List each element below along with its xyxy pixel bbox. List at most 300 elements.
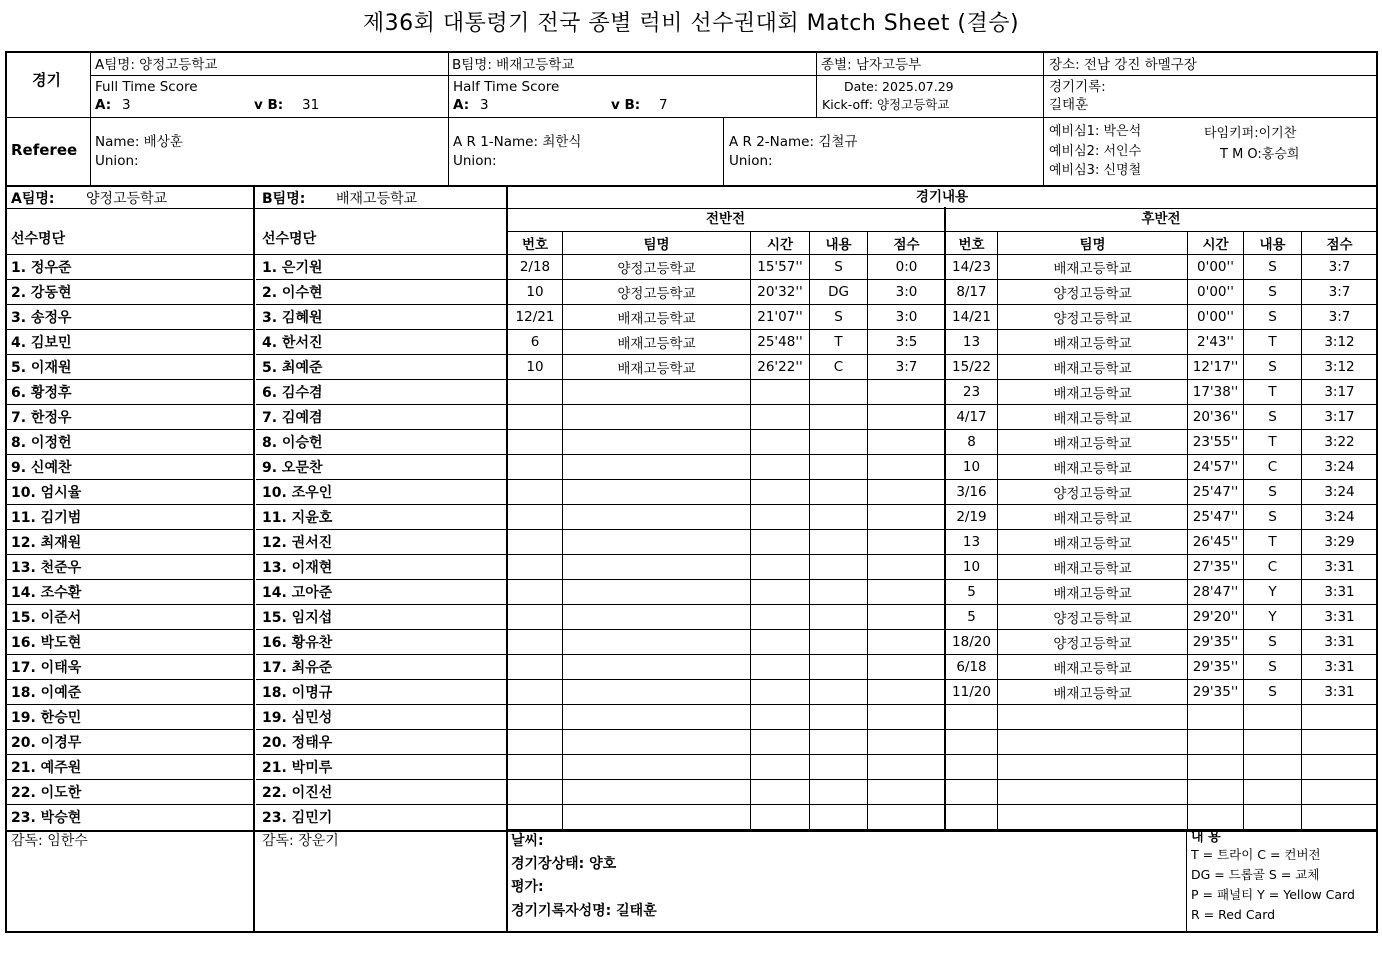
table-row	[946, 430, 1378, 455]
table-cell	[563, 455, 751, 480]
table-row	[946, 380, 1378, 405]
table-cell	[810, 430, 868, 455]
list-item: 9. 오문찬	[262, 460, 323, 476]
b-roster-label: 선수명단	[262, 231, 317, 247]
team-a-name: A팀명: 양정고등학교	[95, 57, 218, 73]
table-cell: 배재고등학교	[998, 580, 1188, 605]
table-cell: 3:24	[1302, 455, 1378, 480]
column-header: 번호	[946, 232, 998, 255]
table-cell	[751, 505, 810, 530]
table-cell: 0:0	[868, 255, 946, 280]
table-cell	[751, 530, 810, 555]
table-cell	[810, 630, 868, 655]
table-cell: 3:0	[868, 305, 946, 330]
table-cell: 6/18	[946, 655, 998, 680]
table-cell	[563, 630, 751, 655]
table-cell: 3:31	[1302, 580, 1378, 605]
list-item: 14. 고아준	[262, 585, 333, 601]
a-team-label: A팀명:	[11, 191, 55, 207]
table-cell	[563, 680, 751, 705]
table-cell	[810, 605, 868, 630]
table-cell: S	[1244, 480, 1302, 505]
legend-line: R = Red Card	[1191, 907, 1276, 922]
table-cell	[868, 780, 946, 805]
table-cell	[868, 480, 946, 505]
table-row	[508, 580, 946, 605]
table-cell	[508, 580, 563, 605]
table-cell: C	[810, 355, 868, 380]
table-cell	[751, 380, 810, 405]
table-cell: 배재고등학교	[563, 355, 751, 380]
table-row	[508, 280, 946, 305]
list-item: 10. 엄시율	[11, 485, 82, 501]
list-item: 4. 한서진	[262, 335, 323, 351]
list-item: 18. 이명규	[262, 685, 333, 701]
table-cell	[563, 805, 751, 830]
first-half-label: 전반전	[705, 211, 746, 227]
division: 종별: 남자고등부	[821, 57, 922, 73]
table-cell	[868, 730, 946, 755]
table-row	[946, 305, 1378, 330]
table-cell: 3:31	[1302, 555, 1378, 580]
table-cell	[810, 805, 868, 830]
table-cell: S	[1244, 655, 1302, 680]
table-row	[508, 505, 946, 530]
table-cell: 2/18	[508, 255, 563, 280]
table-row	[946, 330, 1378, 355]
table-cell	[1188, 780, 1244, 805]
table-row	[946, 605, 1378, 630]
table-cell: 25'47''	[1188, 505, 1244, 530]
table-cell: 배재고등학교	[563, 305, 751, 330]
table-cell: 양정고등학교	[998, 305, 1188, 330]
table-cell	[868, 630, 946, 655]
table-cell	[1244, 780, 1302, 805]
table-cell	[1188, 705, 1244, 730]
list-item: 12. 권서진	[262, 535, 333, 551]
table-cell	[563, 530, 751, 555]
table-cell: 26'22''	[751, 355, 810, 380]
table-cell	[508, 405, 563, 430]
second-half-events-table	[945, 231, 1378, 830]
table-cell: S	[1244, 630, 1302, 655]
full-a-score: 3	[122, 97, 131, 113]
match-label: 경기	[32, 71, 61, 89]
list-item: 1. 정우준	[11, 260, 72, 276]
table-cell: 12'17''	[1188, 355, 1244, 380]
table-cell: 20'36''	[1188, 405, 1244, 430]
table-cell: 배재고등학교	[998, 380, 1188, 405]
table-cell: 8	[946, 430, 998, 455]
table-cell: T	[1244, 430, 1302, 455]
b-team-label: B팀명:	[262, 191, 306, 207]
table-cell	[508, 555, 563, 580]
table-cell	[563, 430, 751, 455]
first-half-events-table	[507, 231, 946, 830]
field-state: 경기장상태: 양호	[511, 856, 617, 872]
table-cell: 5	[946, 580, 998, 605]
table-cell	[868, 680, 946, 705]
table-row	[946, 680, 1378, 705]
column-header: 팀명	[998, 232, 1188, 255]
table-cell	[810, 705, 868, 730]
table-cell	[1188, 755, 1244, 780]
list-item: 15. 이준서	[11, 610, 82, 626]
list-item: 20. 정태우	[262, 735, 333, 751]
table-cell: 10	[508, 280, 563, 305]
list-item: 16. 박도현	[11, 635, 82, 651]
table-cell	[751, 680, 810, 705]
table-cell	[1302, 705, 1378, 730]
recorder-label: 경기기록:	[1049, 79, 1106, 95]
reserve-referee-1: 예비심1: 박은석	[1049, 124, 1142, 139]
table-cell	[751, 730, 810, 755]
referee-union: Union:	[95, 153, 139, 169]
list-item: 19. 심민성	[262, 710, 333, 726]
table-row	[508, 255, 946, 280]
table-cell: 3:31	[1302, 605, 1378, 630]
table-cell	[946, 705, 998, 730]
table-row	[508, 330, 946, 355]
table-cell: Y	[1244, 580, 1302, 605]
table-row	[946, 405, 1378, 430]
evaluation: 평가:	[511, 879, 544, 895]
table-cell	[810, 455, 868, 480]
list-item: 20. 이경무	[11, 735, 82, 751]
table-cell: 3/16	[946, 480, 998, 505]
table-cell	[751, 655, 810, 680]
list-item: 8. 이정헌	[11, 435, 72, 451]
table-cell	[868, 430, 946, 455]
legend-line: DG = 드롭골 S = 교체	[1191, 867, 1320, 882]
table-cell	[508, 530, 563, 555]
table-cell	[563, 580, 751, 605]
table-cell: 3:7	[1302, 280, 1378, 305]
table-row	[508, 630, 946, 655]
table-cell: DG	[810, 280, 868, 305]
table-cell	[810, 580, 868, 605]
table-cell	[508, 630, 563, 655]
table-cell: S	[1244, 405, 1302, 430]
half-time-label: Half Time Score	[453, 79, 560, 95]
table-cell	[508, 755, 563, 780]
recorder-signature: 경기기록자성명: 길태훈	[511, 903, 657, 919]
table-cell: 3:7	[1302, 305, 1378, 330]
table-cell: 29'35''	[1188, 680, 1244, 705]
table-row	[508, 605, 946, 630]
table-cell	[751, 405, 810, 430]
ar2-name: A R 2-Name: 김철규	[729, 134, 858, 150]
list-item: 5. 이재원	[11, 360, 72, 376]
table-cell: S	[1244, 505, 1302, 530]
a-coach: 감독: 임한수	[11, 833, 88, 849]
table-cell	[810, 530, 868, 555]
table-cell: 24'57''	[1188, 455, 1244, 480]
table-cell: S	[810, 305, 868, 330]
table-cell: 18/20	[946, 630, 998, 655]
table-cell: S	[1244, 280, 1302, 305]
table-cell: 23'55''	[1188, 430, 1244, 455]
table-cell: S	[1244, 680, 1302, 705]
table-cell	[751, 580, 810, 605]
table-row	[946, 780, 1378, 805]
table-row	[946, 280, 1378, 305]
list-item: 2. 이수현	[262, 285, 323, 301]
table-cell: 3:12	[1302, 355, 1378, 380]
table-cell	[1188, 730, 1244, 755]
table-cell	[508, 780, 563, 805]
table-cell: 26'45''	[1188, 530, 1244, 555]
legend-line: P = 패널티 Y = Yellow Card	[1191, 887, 1355, 902]
table-cell	[810, 405, 868, 430]
table-cell	[751, 705, 810, 730]
table-cell: 배재고등학교	[563, 330, 751, 355]
table-row	[508, 805, 946, 830]
table-row	[508, 430, 946, 455]
full-b-score: 31	[302, 97, 320, 113]
table-cell: T	[810, 330, 868, 355]
column-header: 번호	[508, 232, 563, 255]
table-row	[946, 355, 1378, 380]
table-row	[508, 455, 946, 480]
table-cell: 배재고등학교	[998, 530, 1188, 555]
list-item: 6. 김수겸	[262, 385, 323, 401]
table-cell	[810, 480, 868, 505]
table-cell: 0'00''	[1188, 280, 1244, 305]
table-cell: 배재고등학교	[998, 680, 1188, 705]
table-cell: 27'35''	[1188, 555, 1244, 580]
table-cell	[810, 730, 868, 755]
table-cell	[508, 655, 563, 680]
venue: 장소: 전남 강진 하멜구장	[1049, 57, 1197, 73]
table-cell	[868, 580, 946, 605]
column-header: 내용	[810, 232, 868, 255]
table-cell	[563, 730, 751, 755]
legend-title: 내 용	[1191, 830, 1221, 845]
table-row	[508, 355, 946, 380]
a-roster-label: 선수명단	[11, 231, 66, 247]
list-item: 10. 조우인	[262, 485, 333, 501]
list-item: 21. 박미루	[262, 760, 333, 776]
table-cell	[868, 755, 946, 780]
table-cell	[1302, 755, 1378, 780]
table-cell: 6	[508, 330, 563, 355]
list-item: 9. 신예찬	[11, 460, 72, 476]
table-row	[946, 630, 1378, 655]
list-item: 22. 이진선	[262, 785, 333, 801]
column-header: 내용	[1244, 232, 1302, 255]
table-row	[946, 455, 1378, 480]
table-row	[508, 405, 946, 430]
table-cell: 29'20''	[1188, 605, 1244, 630]
table-cell: 배재고등학교	[998, 355, 1188, 380]
table-cell: T	[1244, 330, 1302, 355]
table-cell: 10	[946, 555, 998, 580]
team-b-name: B팀명: 배재고등학교	[452, 57, 575, 73]
column-header: 점수	[868, 232, 946, 255]
table-cell: S	[1244, 255, 1302, 280]
table-cell: 5	[946, 605, 998, 630]
table-row	[508, 480, 946, 505]
list-item: 1. 은기원	[262, 260, 323, 276]
list-item: 5. 최예준	[262, 360, 323, 376]
table-cell	[751, 480, 810, 505]
table-cell	[868, 805, 946, 830]
table-cell	[1244, 805, 1302, 830]
table-cell: 23	[946, 380, 998, 405]
page-title: 제36회 대통령기 전국 종별 럭비 선수권대회 Match Sheet (결승)	[362, 11, 1020, 36]
column-header: 시간	[1188, 232, 1244, 255]
table-cell: 25'47''	[1188, 480, 1244, 505]
list-item: 16. 황유찬	[262, 635, 333, 651]
referee-label: Referee	[11, 141, 78, 159]
list-item: 6. 황정후	[11, 385, 72, 401]
events-section-label: 경기내용	[915, 189, 969, 205]
table-row	[508, 705, 946, 730]
a-team-name: 양정고등학교	[86, 191, 168, 207]
table-cell: 양정고등학교	[998, 280, 1188, 305]
table-cell: 배재고등학교	[998, 405, 1188, 430]
table-cell: 10	[508, 355, 563, 380]
list-item: 15. 임지섭	[262, 610, 333, 626]
table-cell: 3:17	[1302, 380, 1378, 405]
table-cell: 배재고등학교	[998, 330, 1188, 355]
table-row	[946, 480, 1378, 505]
recorder-name: 길태훈	[1049, 97, 1089, 113]
table-cell: 배재고등학교	[998, 255, 1188, 280]
table-cell	[868, 405, 946, 430]
table-cell	[810, 655, 868, 680]
table-row	[946, 705, 1378, 730]
table-cell: T	[1244, 530, 1302, 555]
kickoff: Kick-off: 양정고등학교	[822, 97, 950, 112]
table-cell: 3:7	[1302, 255, 1378, 280]
table-cell	[868, 555, 946, 580]
table-cell: 3:12	[1302, 330, 1378, 355]
table-row	[508, 555, 946, 580]
column-header: 시간	[751, 232, 810, 255]
table-row	[508, 730, 946, 755]
table-cell: 3:5	[868, 330, 946, 355]
table-row	[946, 805, 1378, 830]
table-cell: 2'43''	[1188, 330, 1244, 355]
table-cell: 양정고등학교	[563, 280, 751, 305]
table-cell	[751, 755, 810, 780]
half-a-score: 3	[480, 97, 489, 113]
list-item: 7. 김예겸	[262, 410, 323, 426]
list-item: 8. 이승헌	[262, 435, 323, 451]
half-a-label: A:	[453, 97, 470, 113]
table-row	[946, 530, 1378, 555]
table-cell	[563, 505, 751, 530]
table-cell: 29'35''	[1188, 655, 1244, 680]
table-cell: S	[1244, 355, 1302, 380]
table-cell: 28'47''	[1188, 580, 1244, 605]
table-cell: 15'57''	[751, 255, 810, 280]
table-cell	[508, 705, 563, 730]
table-cell	[508, 730, 563, 755]
second-half-label: 후반전	[1141, 211, 1181, 227]
list-item: 21. 예주원	[11, 760, 82, 776]
list-item: 13. 이재현	[262, 560, 333, 576]
table-cell	[1188, 805, 1244, 830]
table-cell: 배재고등학교	[998, 455, 1188, 480]
table-cell: Y	[1244, 605, 1302, 630]
table-cell	[868, 380, 946, 405]
full-b-label: v B:	[254, 97, 284, 113]
table-cell	[508, 380, 563, 405]
list-item: 3. 송정우	[11, 310, 72, 326]
table-cell	[508, 455, 563, 480]
table-cell	[946, 780, 998, 805]
list-item: 17. 최유준	[262, 660, 333, 676]
table-cell	[508, 480, 563, 505]
b-coach: 감독: 장운기	[262, 833, 339, 849]
table-cell: 3:24	[1302, 505, 1378, 530]
table-cell	[563, 480, 751, 505]
table-cell: 배재고등학교	[998, 555, 1188, 580]
table-cell	[868, 705, 946, 730]
table-cell	[1244, 730, 1302, 755]
table-cell	[810, 780, 868, 805]
table-cell	[868, 455, 946, 480]
table-cell: 29'35''	[1188, 630, 1244, 655]
list-item: 11. 지윤호	[262, 510, 333, 526]
table-row	[946, 555, 1378, 580]
list-item: 23. 박승현	[11, 810, 82, 826]
table-cell	[563, 705, 751, 730]
table-cell: 0'00''	[1188, 305, 1244, 330]
table-cell	[751, 455, 810, 480]
ar2-union: Union:	[729, 153, 773, 169]
table-cell: 14/23	[946, 255, 998, 280]
list-item: 4. 김보민	[11, 335, 72, 351]
table-cell	[998, 730, 1188, 755]
table-cell	[1244, 755, 1302, 780]
table-cell: 배재고등학교	[998, 505, 1188, 530]
list-item: 12. 최재원	[11, 535, 82, 551]
list-item: 13. 천준우	[11, 560, 82, 576]
table-cell: S	[1244, 305, 1302, 330]
list-item: 22. 이도한	[11, 785, 82, 801]
reserve-referee-2: 예비심2: 서인수	[1049, 144, 1142, 159]
table-header-row	[946, 232, 1378, 255]
table-cell: 25'48''	[751, 330, 810, 355]
tmo: T M O:홍승희	[1220, 147, 1300, 162]
full-a-label: A:	[95, 97, 112, 113]
table-row	[508, 755, 946, 780]
table-cell	[1302, 780, 1378, 805]
list-item: 23. 김민기	[262, 810, 333, 826]
table-row	[946, 755, 1378, 780]
timekeeper: 타임키퍼:이기찬	[1204, 126, 1297, 141]
table-cell: 3:29	[1302, 530, 1378, 555]
table-cell	[508, 430, 563, 455]
table-row	[946, 505, 1378, 530]
table-header-row	[508, 232, 946, 255]
table-cell	[868, 505, 946, 530]
b-team-name: 배재고등학교	[336, 191, 418, 207]
list-item: 17. 이태욱	[11, 660, 82, 676]
full-time-label: Full Time Score	[95, 79, 198, 95]
table-cell: C	[1244, 455, 1302, 480]
table-row	[946, 655, 1378, 680]
table-cell: 20'32''	[751, 280, 810, 305]
table-cell: 21'07''	[751, 305, 810, 330]
table-cell: 배재고등학교	[998, 655, 1188, 680]
table-cell	[810, 755, 868, 780]
table-cell: 3:31	[1302, 655, 1378, 680]
